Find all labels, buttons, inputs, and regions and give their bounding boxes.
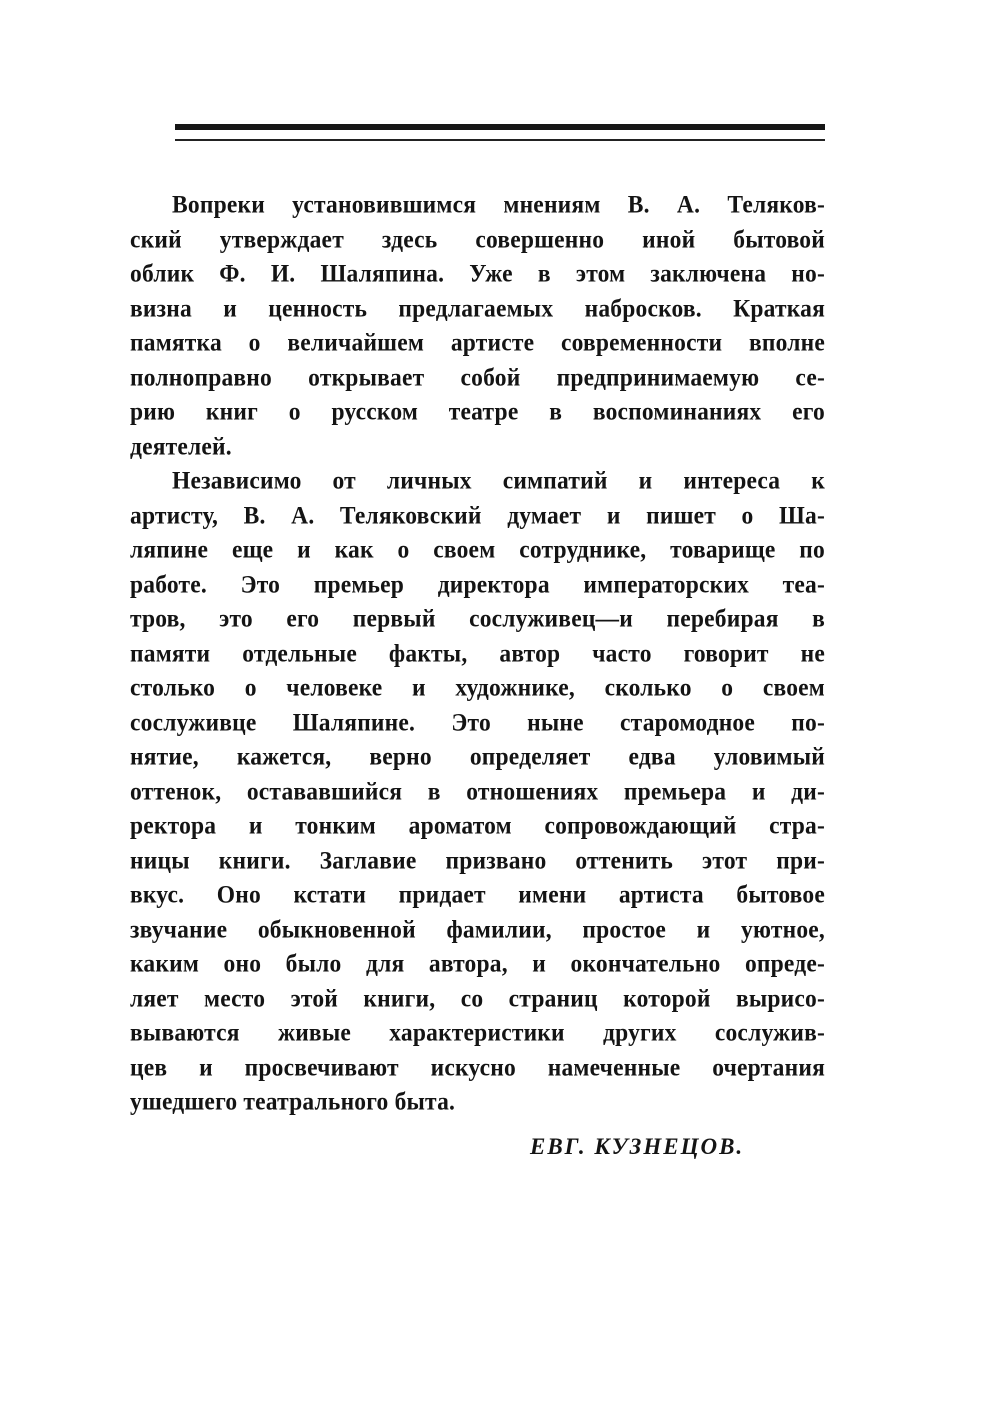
text-line: звучание обыкновенной фамилии, простое и уютное,: [130, 915, 825, 944]
text-line: Независимо от личных симпатий и интереса к: [172, 466, 825, 496]
text-line: памяти отдельные факты, автор часто говорит не: [130, 639, 825, 668]
text-line: тров, это его первый сослуживец—и перебирая в: [130, 604, 825, 634]
text-line: работе. Это премьер директора императорских теа-: [130, 570, 825, 599]
text-line: ницы книги. Заглавие призвано оттенить этот при-: [130, 846, 825, 875]
text-line: полноправно открывает собой предпринимаемую се-: [130, 363, 825, 392]
text-line: нятие, кажется, верно определяет едва уловимый: [130, 742, 825, 772]
text-line: цев и просвечивают искусно намеченные очертания: [130, 1053, 825, 1082]
text-line: ушедшего театрального быта.: [130, 1087, 456, 1117]
text-line: каким оно было для автора, и окончательно опреде-: [130, 949, 825, 979]
paragraph-2: [130, 464, 825, 1120]
text-line: ляет место этой книги, со страниц которой вырисо-: [130, 984, 825, 1013]
header-rule-thin: [175, 139, 825, 141]
text-line: рию книг о русском театре в воспоминаниях его: [130, 397, 825, 427]
text-line: артисту, В. А. Теляковский думает и пишет о Ша-: [130, 501, 825, 530]
text-line: визна и ценность предлагаемых набросков. Краткая: [130, 294, 825, 323]
text-line: ский утверждает здесь совершенно иной бытовой: [130, 225, 825, 254]
text-line: сослуживце Шаляпине. Это ныне старомодное по-: [130, 708, 825, 737]
text-line: оттенок, остававшийся в отношениях премьера и ди-: [130, 777, 825, 806]
text-line: ректора и тонким ароматом сопровождающий стра-: [130, 811, 825, 841]
text-line: памятка о величайшем артисте современности вполне: [130, 328, 825, 358]
header-rule-thick: [175, 124, 825, 130]
text-line: столько о человеке и художнике, сколько о своем: [130, 673, 825, 703]
text-line: Вопреки установившимся мнениям В. А. Теляков-: [172, 190, 825, 220]
text-line: вкус. Оно кстати придает имени артиста бытовое: [130, 880, 825, 910]
text-line: деятелей.: [130, 432, 232, 461]
author-signature: ЕВГ. КУЗНЕЦОВ.: [530, 1134, 745, 1159]
text-line: облик Ф. И. Шаляпина. Уже в этом заключена но-: [130, 259, 825, 289]
text-line: ляпине еще и как о своем сотруднике, товарище по: [130, 535, 825, 565]
paragraph-1: [130, 188, 825, 464]
text-line: вываются живые характеристики других сослужив-: [130, 1018, 825, 1048]
